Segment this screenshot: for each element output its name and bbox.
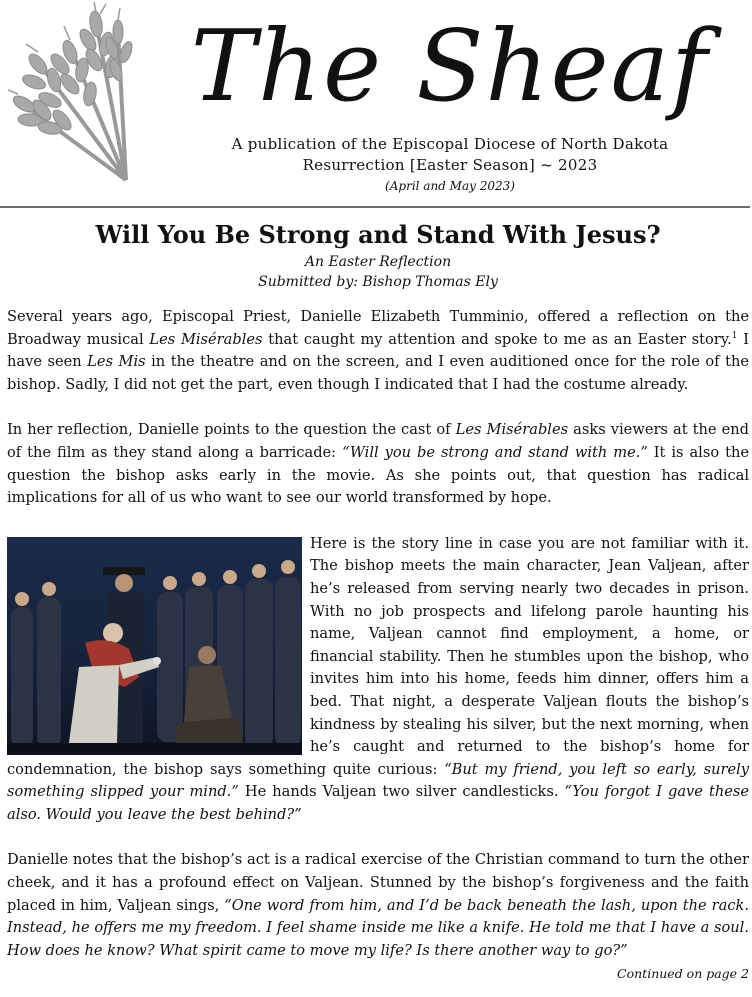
- continued-note: Continued on page 2: [617, 966, 749, 982]
- les-miserables-stage-photo: [7, 537, 302, 755]
- masthead: [0, 0, 752, 206]
- article-byline: Submitted by: Bishop Thomas Ely: [258, 274, 498, 290]
- paragraph-1: Several years ago, Episcopal Priest, Danielle Elizabeth Tumminio, offered a reflection on the Broadway musical Les Misérables that caught my attention and spoke to me as an Easter story.$^1$ I have seen Les Mis in the theatre and on the screen, and I even auditioned once for the role of the bishop. Sadly, I did not get the part, even though I indicated that I had the costume already.: [7, 308, 749, 393]
- wheat-sheaf-icon: [8, 2, 148, 182]
- publication-subtitle: [190, 134, 710, 176]
- masthead-divider: [0, 206, 750, 208]
- paragraph-4: Danielle notes that the bishop’s act is a radical exercise of the Christian command to turn the other cheek, and it has a profound effect on Valjean. Stunned by the bishop’s forgiveness and the faith placed in him, Valjean sings, “One word from him, and I’d be back beneath the lash, upon the rack. Instead, he offers me my freedom. I feel shame inside me like a knife. He told me that I have a soul. How does he know? What spirit came to move my life? Is there another way to go?”: [7, 851, 749, 959]
- publication-title: The Sheaf: [190, 10, 710, 124]
- paragraph-2: In her reflection, Danielle points to the question the cast of Les Misérables asks viewers at the end of the film as they stand along a barricade: “Will you be strong and stand with me.” It is also the question the bishop asks early in the movie. As she points out, that question has radical implications for all of us who want to see our world transformed by hope.: [7, 421, 749, 507]
- issue-line: Resurrection [Easter Season] ~ 2023: [302, 156, 598, 174]
- article: [7, 218, 749, 981]
- footnote-ref[interactable]: 1: [731, 330, 738, 341]
- article-headline: Will You Be Strong and Stand With Jesus?: [95, 220, 661, 249]
- paragraph-3: Here is the story line in case you are not familiar with it. The bishop meets the main character, Jean Valjean, after he’s released from serving nearly two decades in prison. With no job prospects and lifelong parole haunting his name, Valjean cannot find employment, a home, or financial stability. Then he stumbles upon the bishop, who invites him into his home, feeds him dinner, offers him a bed. That night, a desperate Valjean flouts the bishop’s kindness by stealing his silver, but the next morning, when he’s caught and returned to the bishop’s home for condemnation, the bishop says something quite curious: “But my friend, you left so early, surely something slipped your mind.” He hands Valjean two silver candlesticks. “You forgot I gave these also. Would you leave the best behind?”: [7, 534, 749, 823]
- article-subheading: An Easter Reflection: [304, 254, 452, 270]
- publisher-line: A publication of the Episcopal Diocese of North Dakota: [231, 135, 669, 153]
- issue-dates: (April and May 2023): [385, 179, 515, 193]
